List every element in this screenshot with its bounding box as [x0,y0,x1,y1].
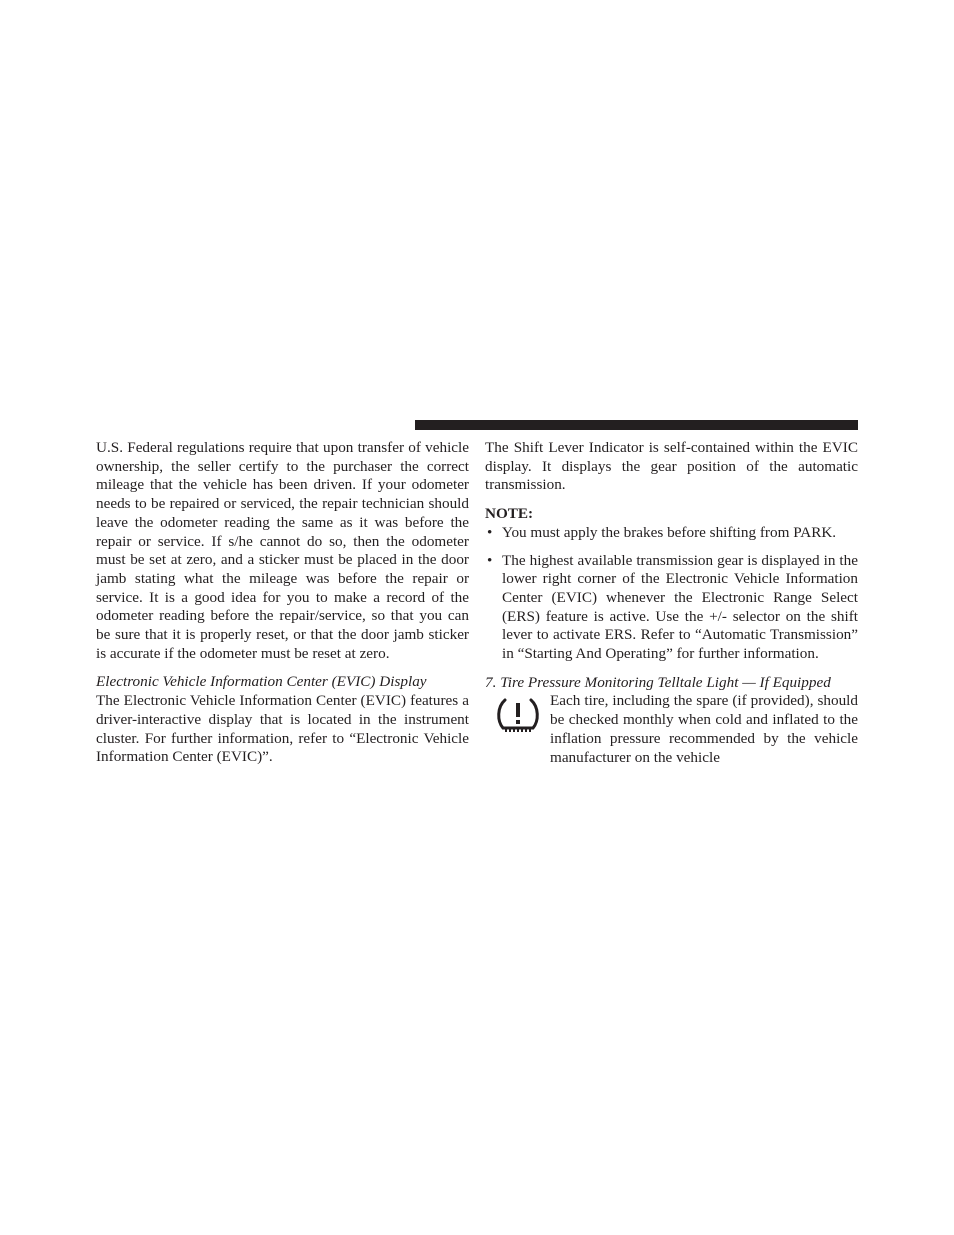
odometer-paragraph: U.S. Federal regulations require that upon transfer of vehicle ownership, the seller certify to the purchaser the correct mileage that the vehicle has been driven. If your odometer needs to be repaired or serviced, the repair technician should leave the odometer reading the same as it was before the repair or service. If s/he cannot do so, then the odometer must be set at zero, and a sticker must be placed in the door jamb stating what the mileage was before the repair or service. It is a good idea for you to make a record of the odometer reading before the repair/service, so that you can be sure that it is properly reset, or that the door jamb sticker is accurate if the odometer must be reset at zero. [96,439,469,662]
bullet-text: The highest available transmission gear is displayed in the lower right corner of the Electronic Vehicle Information Center (EVIC) whenever the Electronic Range Select (ERS) feature is active. Use the +/- selector on the shift lever to activate ERS. Refer to “Automatic Transmission” in “Starting And Operating” for further information. [502,551,858,663]
left-column [96,439,469,767]
evic-display-heading: Electronic Vehicle Information Center (EVIC) Display [96,673,427,691]
bullet-icon: • [487,523,493,541]
evic-paragraph: The Electronic Vehicle Information Center (EVIC) features a driver-interactive display that is located in the instrument cluster. For further information, refer to “Electronic Vehicle Information Center (EVIC)”. [96,692,469,766]
right-column [485,439,858,767]
tpms-paragraph: Each tire, including the spare (if provided), should be checked monthly when cold and inflated to the inflation pressure recommended by the vehicle manufacturer on the vehicle [550,692,858,766]
shift-lever-paragraph: The Shift Lever Indicator is self-contained within the EVIC display. It displays the gear position of the automatic transmission. [485,439,858,494]
section-header-bar [415,420,858,430]
tire-pressure-warning-icon [493,696,543,736]
bullet-text: You must apply the brakes before shifting from PARK. [502,523,837,541]
bullet-icon: • [487,551,493,569]
list-item [485,552,858,664]
note-label: NOTE: [485,505,534,523]
note-list [485,524,858,664]
list-item [485,524,858,543]
tpms-paragraph-block [485,692,858,767]
tpms-heading: 7. Tire Pressure Monitoring Telltale Light — If Equipped [485,673,831,691]
